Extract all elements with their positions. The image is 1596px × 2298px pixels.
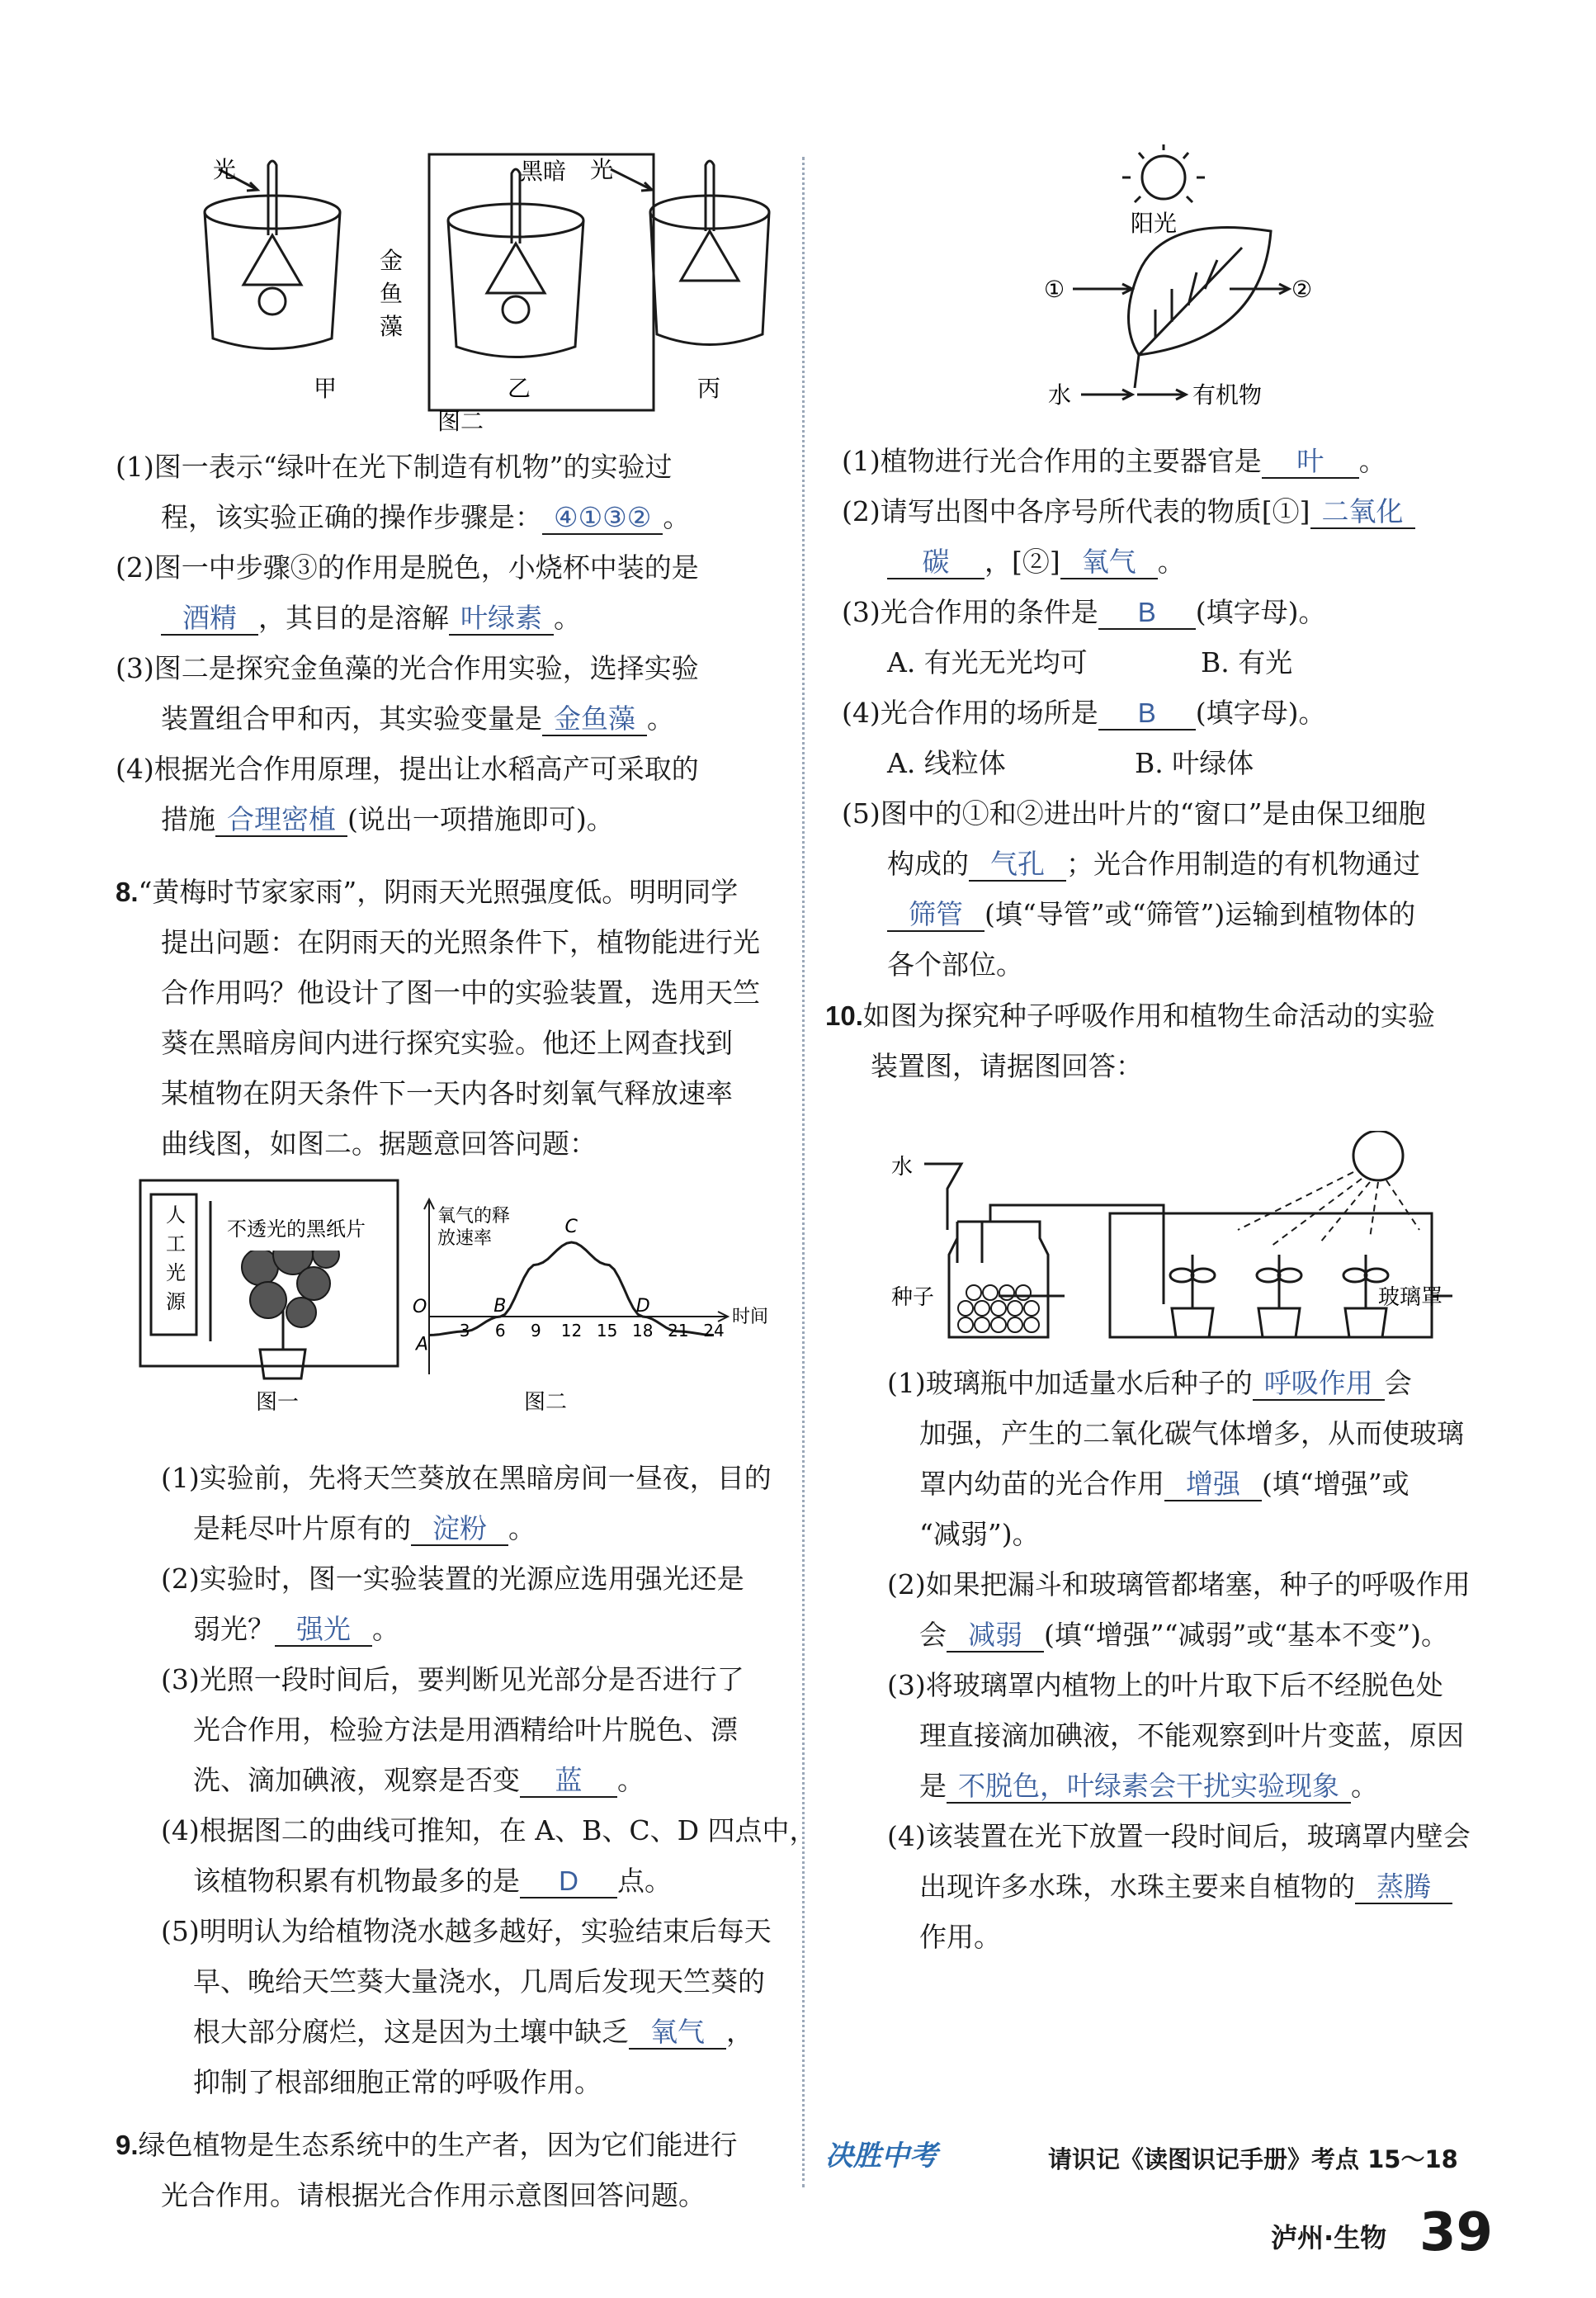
x-tick-label: 12 bbox=[560, 1321, 583, 1340]
q10-part1-line3: 罩内幼苗的光合作用 增强 (填“增强”或 bbox=[919, 1468, 1409, 1500]
q9-part3-options: A. 有光无光均可 B. 有光 bbox=[887, 646, 1293, 679]
question-7 bbox=[116, 442, 776, 844]
q8-part5-line3: 根大部分腐烂，这是因为土壤中缺乏 氧气 ， bbox=[193, 2016, 753, 2048]
point-label-c: C bbox=[564, 1217, 578, 1237]
answer-blank: 氧气 bbox=[1060, 546, 1158, 579]
output-label: ② bbox=[1291, 276, 1313, 303]
q10-stem-line2: 装置图，请据图回答： bbox=[871, 1050, 1143, 1082]
light-label-left: 光 bbox=[213, 156, 237, 183]
point-label-a: A bbox=[416, 1334, 429, 1355]
answer-blank: B bbox=[1098, 597, 1196, 630]
q8-part5-line2: 早、晚给天竺葵大量浇水，几周后发现天竺葵的 bbox=[193, 1965, 765, 1998]
q8-part4-line2: 该植物积累有机物最多的是 D 点。 bbox=[193, 1865, 672, 1897]
input-label: ① bbox=[1044, 276, 1065, 303]
q8-part3-line1: (3)光照一段时间后，要判断见光部分是否进行了 bbox=[161, 1663, 744, 1695]
x-tick-label: 15 bbox=[596, 1321, 618, 1340]
answer-blank: D bbox=[520, 1865, 617, 1898]
plant-label-1: 金 bbox=[380, 247, 404, 274]
seed-label: 种子 bbox=[891, 1285, 935, 1310]
q8-part2-line1: (2)实验时，图一实验装置的光源应选用强光还是 bbox=[161, 1563, 744, 1595]
black-paper-label: 不透光的黑纸片 bbox=[227, 1218, 366, 1241]
water-label: 水 bbox=[891, 1155, 914, 1180]
answer-blank: 呼吸作用 bbox=[1253, 1368, 1385, 1401]
answer-blank: 叶 bbox=[1262, 446, 1359, 479]
light-label-right: 光 bbox=[590, 156, 614, 183]
page-number: 39 bbox=[1419, 2202, 1494, 2263]
glass-cover-label: 玻璃罩 bbox=[1378, 1285, 1443, 1310]
q10-part3-line2: 理直接滴加碘液，不能观察到叶片变蓝，原因 bbox=[919, 1719, 1464, 1752]
question-8 bbox=[116, 867, 776, 1169]
q8-part5-line4: 抑制了根部细胞正常的呼吸作用。 bbox=[193, 2066, 602, 2098]
answer-blank: 叶绿素 bbox=[449, 603, 554, 636]
q10-part1-line2: 加强，产生的二氧化碳气体增多，从而使玻璃 bbox=[919, 1417, 1464, 1449]
answer-blank: 不脱色，叶绿素会干扰实验现象 bbox=[947, 1771, 1351, 1804]
x-tick-label: 18 bbox=[632, 1321, 654, 1340]
question-10-parts bbox=[842, 1358, 1502, 1962]
q8-part1-line2: 是耗尽叶片原有的 淀粉 。 bbox=[193, 1512, 536, 1544]
question-9-stem bbox=[116, 2120, 776, 2220]
q8-stem-line1: 8.“黄梅时节家家雨”，阴雨天光照强度低。明明同学 bbox=[116, 876, 739, 908]
x-axis-label: 时间 bbox=[732, 1307, 769, 1327]
answer-blank: 蒸腾 bbox=[1355, 1871, 1452, 1904]
q8-part3-line3: 洗、滴加碘液，观察是否变 蓝 。 bbox=[193, 1764, 645, 1796]
q9-part5-line1: (5)图中的①和②进出叶片的“窗口”是由保卫细胞 bbox=[842, 797, 1426, 830]
sunlight-label: 阳光 bbox=[1131, 210, 1178, 237]
q8-stem-line4: 葵在黑暗房间内进行探究实验。他还上网查找到 bbox=[161, 1027, 733, 1059]
brand-logo: 决胜中考 bbox=[825, 2140, 937, 2173]
footer-banner bbox=[825, 2133, 1502, 2182]
q10-part4-line1: (4)该装置在光下放置一段时间后，玻璃罩内壁会 bbox=[887, 1820, 1471, 1852]
q9-part1: (1)植物进行光合作用的主要器官是 叶 。 bbox=[842, 445, 1386, 477]
q9-part4: (4)光合作用的场所是 B (填字母)。 bbox=[842, 697, 1326, 729]
answer-blank: 金鱼藻 bbox=[542, 703, 647, 736]
q9-part3: (3)光合作用的条件是 B (填字母)。 bbox=[842, 596, 1326, 628]
answer-blank: 筛管 bbox=[887, 899, 985, 932]
dark-label: 黑暗 bbox=[520, 158, 567, 185]
q10-stem-line1: 10.如图为探究种子呼吸作用和植物生命活动的实验 bbox=[825, 1000, 1435, 1032]
q10-part2-line1: (2)如果把漏斗和玻璃管都堵塞，种子的呼吸作用 bbox=[887, 1568, 1471, 1601]
jar-label-yi: 乙 bbox=[508, 375, 531, 402]
q10-part3-line3: 是 不脱色，叶绿素会干扰实验现象 。 bbox=[919, 1770, 1378, 1802]
q10-part4-line2: 出现许多水珠，水珠主要来自植物的 蒸腾 bbox=[842, 1861, 1502, 1912]
question-8-parts bbox=[116, 1453, 817, 2107]
y-label-1: 氧气的释 bbox=[437, 1206, 511, 1227]
point-label-d: D bbox=[635, 1296, 650, 1317]
q7-part2-line2: 酒精 ，其目的是溶解 叶绿素 。 bbox=[116, 593, 776, 643]
q7-part3-line2: 装置组合甲和丙，其实验变量是 金鱼藻 。 bbox=[161, 702, 674, 735]
oxygen-rate-chart bbox=[413, 1199, 768, 1415]
figure-photosynthesis-leaf bbox=[1040, 140, 1370, 421]
q10-part4-line3: 作用。 bbox=[919, 1921, 1001, 1953]
q9-part5-line4: 各个部位。 bbox=[887, 948, 1023, 981]
x-tick-label: 24 bbox=[703, 1321, 725, 1340]
answer-blank: ④①③② bbox=[542, 502, 663, 535]
question-10-stem bbox=[825, 991, 1485, 1091]
plant-label-2: 鱼 bbox=[380, 280, 404, 307]
q9-stem-line1: 9.绿色植物是生态系统中的生产者，因为它们能进行 bbox=[116, 2129, 738, 2161]
q7-part1-line2: 程，该实验正确的操作步骤是： ④①③② 。 bbox=[161, 501, 691, 533]
figure-seed-respiration bbox=[891, 1131, 1469, 1354]
fig2-caption: 图二 bbox=[524, 1390, 568, 1415]
q9-part2-line2: 碳 ，[②] 氧气 。 bbox=[842, 537, 1502, 587]
q9-part5-line3: 筛管 (填“导管”或“筛管”)运输到植物体的 bbox=[842, 889, 1502, 939]
q8-part2-line2: 弱光？ 强光 。 bbox=[193, 1613, 399, 1645]
jar-label-bing: 丙 bbox=[697, 375, 721, 402]
answer-blank: 淀粉 bbox=[411, 1513, 508, 1546]
q10-part2-line2: 会 减弱 (填“增强”“减弱”或“基本不变”)。 bbox=[919, 1619, 1448, 1651]
answer-blank: 增强 bbox=[1164, 1468, 1262, 1501]
x-tick-label: 6 bbox=[494, 1321, 506, 1340]
plant-label-3: 藻 bbox=[380, 313, 404, 340]
answer-blank: 碳 bbox=[887, 546, 985, 579]
light-source-3: 光 bbox=[166, 1261, 186, 1284]
q9-part5-line2: 构成的 气孔 ；光合作用制造的有机物通过 bbox=[887, 848, 1420, 880]
answer-blank: 合理密植 bbox=[215, 804, 347, 837]
x-tick-label: 21 bbox=[668, 1321, 689, 1340]
q8-part1-line1: (1)实验前，先将天竺葵放在黑暗房间一昼夜，目的 bbox=[161, 1462, 772, 1494]
q8-stem-line2: 提出问题：在阴雨天的光照条件下，植物能进行光 bbox=[161, 926, 760, 958]
answer-blank: 气孔 bbox=[969, 849, 1066, 882]
light-source-1: 人 bbox=[166, 1203, 186, 1227]
q8-part4-line1: (4)根据图二的曲线可推知，在 A、B、C、D 四点中， bbox=[161, 1814, 817, 1846]
region-subject: 泸州·生物 bbox=[1271, 2222, 1387, 2253]
q7-part2-line1: (2)图一中步骤③的作用是脱色，小烧杯中装的是 bbox=[116, 551, 699, 584]
figure-goldfish-weed bbox=[182, 144, 776, 442]
jar-label-jia: 甲 bbox=[314, 375, 338, 402]
q7-part4-line2: 措施 合理密植 (说出一项措施即可)。 bbox=[161, 803, 614, 835]
fig1-caption: 图一 bbox=[256, 1390, 300, 1415]
answer-blank: 氧气 bbox=[629, 2017, 726, 2050]
answer-blank: 强光 bbox=[275, 1614, 372, 1647]
light-source-4: 源 bbox=[166, 1290, 186, 1313]
q7-part1-line1: (1)图一表示“绿叶在光下制造有机物”的实验过 bbox=[116, 451, 673, 483]
x-tick-label: 3 bbox=[459, 1321, 470, 1340]
answer-blank: 二氧化 bbox=[1310, 496, 1415, 529]
q9-part2-line1: (2)请写出图中各序号所代表的物质[①] 二氧化 bbox=[842, 486, 1502, 537]
q9-stem-line2: 光合作用。请根据光合作用示意图回答问题。 bbox=[161, 2179, 706, 2211]
footer-note: 请识记《读图识记手册》考点 15～18 bbox=[1048, 2145, 1458, 2173]
q10-part1-line1: (1)玻璃瓶中加适量水后种子的 呼吸作用 会 bbox=[887, 1367, 1412, 1399]
q8-stem-line6: 曲线图，如图二。据题意回答问题： bbox=[161, 1128, 597, 1160]
organic-matter-label: 有机物 bbox=[1192, 381, 1263, 409]
answer-blank: B bbox=[1098, 697, 1196, 731]
q10-part3-line1: (3)将玻璃罩内植物上的叶片取下后不经脱色处 bbox=[887, 1669, 1443, 1701]
answer-blank: 蓝 bbox=[520, 1765, 617, 1798]
q10-part1-line4: “减弱”)。 bbox=[919, 1518, 1040, 1550]
x-tick-label: 9 bbox=[531, 1321, 541, 1340]
light-source-2: 工 bbox=[166, 1232, 186, 1255]
q8-part3-line2: 光合作用，检验方法是用酒精给叶片脱色、漂 bbox=[193, 1714, 738, 1746]
answer-blank: 减弱 bbox=[947, 1619, 1044, 1653]
column-divider bbox=[802, 157, 805, 2187]
figure-q8 bbox=[136, 1176, 780, 1416]
q9-part4-options: A. 线粒体 B. 叶绿体 bbox=[887, 747, 1254, 779]
origin-label: O bbox=[413, 1297, 427, 1317]
q7-part3-line1: (3)图二是探究金鱼藻的光合作用实验，选择实验 bbox=[116, 652, 699, 684]
answer-blank: 酒精 bbox=[161, 603, 258, 636]
figure-caption: 图二 bbox=[437, 408, 484, 435]
y-label-2: 放速率 bbox=[437, 1228, 493, 1249]
q8-part5-line1: (5)明明认为给植物浇水越多越好，实验结束后每天 bbox=[161, 1915, 772, 1947]
point-label-b: B bbox=[493, 1296, 507, 1317]
water-label: 水 bbox=[1048, 381, 1072, 409]
q8-stem-line5: 某植物在阴天条件下一天内各时刻氧气释放速率 bbox=[161, 1077, 733, 1109]
q7-part4-line1: (4)根据光合作用原理，提出让水稻高产可采取的 bbox=[116, 753, 699, 785]
question-9-parts bbox=[842, 436, 1502, 990]
q8-stem-line3: 合作用吗？他设计了图一中的实验装置，选用天竺 bbox=[161, 976, 760, 1009]
